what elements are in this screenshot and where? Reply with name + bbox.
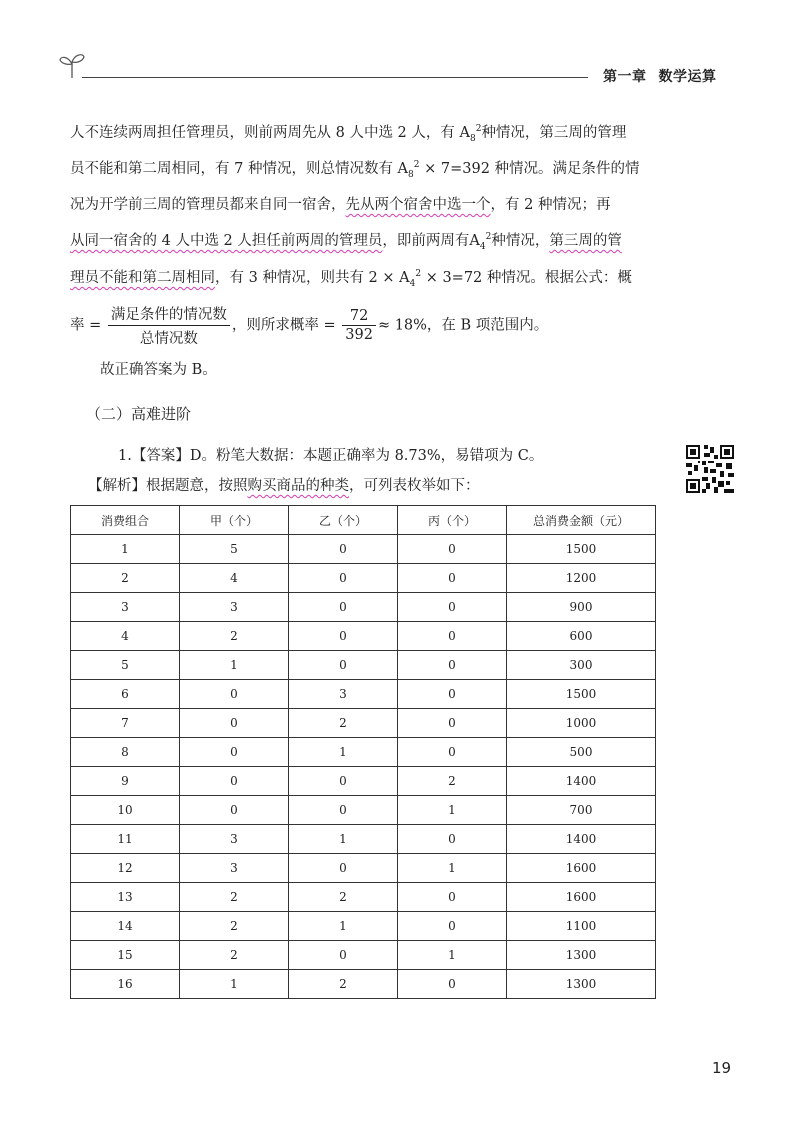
table-cell: 700 xyxy=(507,796,656,825)
conclusion: 故正确答案为 B。 xyxy=(100,362,217,378)
table-cell: 1000 xyxy=(507,709,656,738)
underlined-phrase: 购买商品的种类 xyxy=(247,478,349,494)
table-cell: 1 xyxy=(289,912,398,941)
table-cell: 0 xyxy=(398,883,507,912)
table-cell: 2 xyxy=(180,622,289,651)
body-line-6-formula: 率 = $\frac{\text{满足条件的情况数}}{\text{总情况数}}$ ，则所求概率 = $\frac{72}{392}$ ≈ 18%，在 B 项范围内。 xyxy=(70,303,548,348)
table-row xyxy=(71,825,656,854)
table-cell: 15 xyxy=(71,941,180,970)
page-number: 19 xyxy=(712,1059,732,1077)
table-cell: 1100 xyxy=(507,912,656,941)
table-cell: 3 xyxy=(180,825,289,854)
table-cell: 0 xyxy=(289,564,398,593)
fraction-72-over-392: $\frac{72}{392}$ xyxy=(342,308,376,343)
sprout-icon xyxy=(58,50,86,80)
table-cell: 0 xyxy=(289,651,398,680)
table-cell: 1 xyxy=(180,970,289,999)
qr-code-icon[interactable] xyxy=(684,443,736,495)
table-cell: 11 xyxy=(71,825,180,854)
table-cell: 0 xyxy=(398,680,507,709)
answer-line: 1.【答案】D。粉笔大数据：本题正确率为 8.73%，易错项为 C。 xyxy=(118,448,544,464)
table-cell: 0 xyxy=(398,593,507,622)
underlined-phrase: 先从两个宿舍中选一个 xyxy=(345,197,491,213)
table-cell: 14 xyxy=(71,912,180,941)
table-row xyxy=(71,912,656,941)
analysis-tag: 【解析】 xyxy=(88,478,146,494)
section-title: （二）高难进阶 xyxy=(86,405,192,423)
table-row xyxy=(71,651,656,680)
table-cell: 5 xyxy=(71,651,180,680)
table-cell: 1500 xyxy=(507,535,656,564)
table-cell: 1300 xyxy=(507,970,656,999)
table-cell: 3 xyxy=(180,593,289,622)
table-cell: 1 xyxy=(71,535,180,564)
col-header-bing: 丙（个） xyxy=(398,506,507,535)
table-cell: 2 xyxy=(289,970,398,999)
table-cell: 0 xyxy=(289,593,398,622)
table-cell: 0 xyxy=(289,535,398,564)
table-row xyxy=(71,767,656,796)
table-cell: 0 xyxy=(180,680,289,709)
table-cell: 12 xyxy=(71,854,180,883)
body-line-3: 况为开学前三周的管理员都来自同一宿舍，先从两个宿舍中选一个，有 2 种情况；再 xyxy=(70,197,611,213)
table-cell: 1 xyxy=(289,825,398,854)
table-cell: 1 xyxy=(398,854,507,883)
table-row xyxy=(71,709,656,738)
table-cell: 1 xyxy=(289,738,398,767)
table-cell: 0 xyxy=(398,709,507,738)
table-row xyxy=(71,593,656,622)
table-cell: 0 xyxy=(289,854,398,883)
table-row xyxy=(71,564,656,593)
table-cell: 9 xyxy=(71,767,180,796)
table-cell: 0 xyxy=(289,796,398,825)
table-cell: 7 xyxy=(71,709,180,738)
table-cell: 16 xyxy=(71,970,180,999)
table-cell: 3 xyxy=(180,854,289,883)
table-cell: 1400 xyxy=(507,767,656,796)
subject-label: 数学运算 xyxy=(658,69,717,85)
table-cell: 0 xyxy=(398,912,507,941)
answer-tag: 【答案】 xyxy=(131,448,190,464)
table-cell: 1600 xyxy=(507,883,656,912)
table-cell: 1 xyxy=(398,796,507,825)
table-cell: 0 xyxy=(398,535,507,564)
table-cell: 1 xyxy=(180,651,289,680)
table-cell: 0 xyxy=(180,709,289,738)
table-cell: 300 xyxy=(507,651,656,680)
table-cell: 8 xyxy=(71,738,180,767)
table-cell: 3 xyxy=(289,680,398,709)
fraction-condition-over-total: $\frac{\text{满足条件的情况数}}{\text{总情况数}}$ xyxy=(108,303,230,348)
table-cell: 6 xyxy=(71,680,180,709)
table-cell: 3 xyxy=(71,593,180,622)
table-row xyxy=(71,622,656,651)
table-cell: 2 xyxy=(180,883,289,912)
col-header-yi: 乙（个） xyxy=(289,506,398,535)
table-cell: 900 xyxy=(507,593,656,622)
header-rule xyxy=(82,77,588,78)
underlined-phrase: 理员不能和第二周相同 xyxy=(70,270,215,286)
chapter-label: 第一章 xyxy=(603,69,647,85)
table-cell: 500 xyxy=(507,738,656,767)
table-cell: 4 xyxy=(71,622,180,651)
underlined-phrase: 第三周的管 xyxy=(549,233,622,249)
table-cell: 0 xyxy=(398,651,507,680)
table-cell: 0 xyxy=(180,767,289,796)
analysis-line: 【解析】根据题意，按照购买商品的种类，可列表枚举如下： xyxy=(88,478,480,494)
table-cell: 1 xyxy=(398,941,507,970)
table-cell: 1400 xyxy=(507,825,656,854)
table-row xyxy=(71,941,656,970)
table-cell: 2 xyxy=(71,564,180,593)
body-line-1: 人不连续两周担任管理员，则前两周先从 8 人中选 2 人，有 $A_8^2$种情况，第三周的管理 xyxy=(70,124,627,144)
table-cell: 0 xyxy=(289,941,398,970)
table-row xyxy=(71,883,656,912)
table-cell: 0 xyxy=(398,564,507,593)
table-row xyxy=(71,680,656,709)
table-cell: 1200 xyxy=(507,564,656,593)
table-cell: 0 xyxy=(398,738,507,767)
table-cell: 600 xyxy=(507,622,656,651)
table-row xyxy=(71,796,656,825)
table-cell: 0 xyxy=(398,622,507,651)
header-title xyxy=(603,66,717,86)
body-line-4: 从同一宿舍的 4 人中选 2 人担任前两周的管理员，即前两周有$A_4^2$种情况，第三周的管 xyxy=(70,232,622,252)
table-cell: 4 xyxy=(180,564,289,593)
table-cell: 5 xyxy=(180,535,289,564)
table-cell: 0 xyxy=(398,825,507,854)
table-cell: 1300 xyxy=(507,941,656,970)
table-cell: 0 xyxy=(289,767,398,796)
table-row xyxy=(71,970,656,999)
body-line-5: 理员不能和第二周相同，有 3 种情况，则共有 $2 \times A_4^2 \times 3=72$ 种情况。根据公式：概 xyxy=(70,269,632,289)
col-header-total: 总消费金额（元） xyxy=(507,506,656,535)
table-cell: 2 xyxy=(289,883,398,912)
table-cell: 1500 xyxy=(507,680,656,709)
table-row xyxy=(71,738,656,767)
table-cell: 10 xyxy=(71,796,180,825)
table-cell: 0 xyxy=(398,970,507,999)
table-cell: 1600 xyxy=(507,854,656,883)
table-cell: 2 xyxy=(180,941,289,970)
body-line-2: 员不能和第二周相同，有 7 种情况，则总情况数有 $A_8^2 \times 7=392$ 种情况。满足条件的情 xyxy=(70,160,640,180)
table-cell: 13 xyxy=(71,883,180,912)
table-cell: 2 xyxy=(398,767,507,796)
table-cell: 2 xyxy=(180,912,289,941)
table-header-row xyxy=(71,506,656,535)
table-cell: 0 xyxy=(180,738,289,767)
underlined-phrase: 从同一宿舍的 4 人中选 2 人担任前两周的管理员 xyxy=(70,233,383,249)
table-row xyxy=(71,535,656,564)
table-cell: 2 xyxy=(289,709,398,738)
table-row xyxy=(71,854,656,883)
table-cell: 0 xyxy=(289,622,398,651)
col-header-combination: 消费组合 xyxy=(71,506,180,535)
enumeration-table xyxy=(70,505,656,999)
table-cell: 0 xyxy=(180,796,289,825)
col-header-jia: 甲（个） xyxy=(180,506,289,535)
